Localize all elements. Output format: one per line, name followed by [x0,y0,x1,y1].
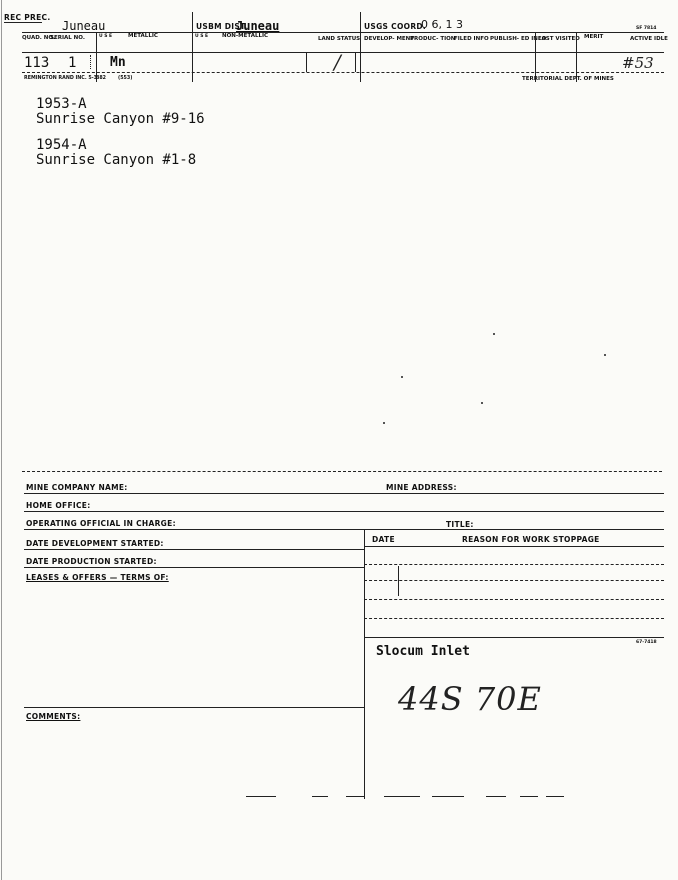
row-serial: 1 [68,55,77,71]
date-production-label: DATE PRODUCTION STARTED: [26,557,157,566]
row-land-status-mark: / [334,50,341,74]
handwritten-code: 44S 70E [398,680,542,718]
col-development: DEVELOP- MENT [364,36,415,42]
rule-date-header [364,546,664,547]
col-metallic: METALLIC [128,33,158,39]
stoppage-tick [398,566,399,596]
lower-form-top-rule [22,471,662,472]
scan-speck [481,402,483,404]
bottom-dash [546,796,564,797]
printer-code: 882 [96,76,107,81]
mine-address-label: MINE ADDRESS: [386,483,457,492]
bottom-dash [432,796,464,797]
row-metallic: Mn [110,55,126,70]
col-published-info: PUBLISH- ED INFO [490,36,547,42]
work-stoppage-label: REASON FOR WORK STOPPAGE [462,535,600,544]
bottom-dash [384,796,420,797]
bottom-dash [520,796,538,797]
bottom-dash [346,796,364,797]
col-divider-1 [96,32,97,82]
rule-company [24,493,664,494]
bottom-dash [486,796,506,797]
header-mid-rule [22,52,664,53]
stoppage-row-1 [364,564,664,565]
col-quad-no: QUAD. NO. [22,35,56,41]
usbm-dist-value: Juneau [236,19,280,33]
rule-official [24,529,664,530]
col-last-visited: LAST VISITED [538,36,580,42]
stoppage-row-5 [364,637,664,638]
col-serial-no: SERIAL NO. [50,35,85,41]
scan-speck [383,422,385,424]
scan-edge [1,0,2,880]
title-label: TITLE: [446,520,474,529]
col-active-idle: ACTIVE IDLE [630,36,668,42]
bottom-dash [312,796,328,797]
row-divider [306,52,307,72]
usgs-coord-label: USGS COORD. [364,22,427,31]
col-divider-3 [576,32,577,82]
usbm-dist-label: USBM DIST. [196,22,248,31]
row-bottom-rule [22,72,664,73]
usgs-coord-value: 0 6, 1 3 [421,18,463,31]
col-filed-info: FILED INFO [454,36,489,42]
leases-offers-label: LEASES & OFFERS — TERMS OF: [26,573,169,582]
header-top-rule [22,32,664,33]
scan-speck [401,376,403,378]
dept-name: TERRITORIAL DEPT. OF MINES [522,76,614,82]
col-merit: MERIT [584,34,604,40]
form-code-small: 67-7418 [636,640,657,645]
note-2-year: 1954-A [36,137,87,153]
stoppage-row-3 [364,599,664,600]
col-use-metallic: U S E [99,34,113,39]
col-land-status: LAND STATUS [318,36,361,42]
mine-company-name-label: MINE COMPANY NAME: [26,483,128,492]
printer-imprint: REMINGTON RAND INC. 5-3 [24,76,97,81]
note-2-text: Sunrise Canyon #1-8 [36,152,197,168]
printer-paren: (553) [118,76,133,81]
form-number: SF 7814 [636,26,657,31]
location-text: Slocum Inlet [376,644,470,659]
row-tick [90,55,91,69]
row-divider-2 [355,52,356,72]
row-active-idle-mark: #53 [622,54,654,72]
rule-dev-started [24,549,364,550]
col-divider-2 [535,32,536,82]
operating-official-label: OPERATING OFFICIAL IN CHARGE: [26,519,176,528]
bottom-dash [246,796,276,797]
district-value: Juneau [62,19,106,33]
comments-label: COMMENTS: [26,712,81,721]
stoppage-row-4 [364,618,664,619]
stoppage-row-2 [364,580,664,581]
rec-prec-label: REC PREC. [4,13,51,22]
note-1-year: 1953-A [36,96,87,112]
scan-speck [493,333,495,335]
rule-home-office [24,511,664,512]
lower-form-divider [364,529,365,799]
col-production: PRODUC- TION [410,36,456,42]
row-quad: 113 [24,55,50,71]
date-label: DATE [372,535,395,544]
date-development-label: DATE DEVELOPMENT STARTED: [26,539,164,548]
rule-comments-top [24,707,364,708]
rule-prod-started [24,567,364,568]
rec-prec-underline [4,22,42,23]
note-1-text: Sunrise Canyon #9-16 [36,111,205,127]
home-office-label: HOME OFFICE: [26,501,91,510]
col-use-nonmetallic: U S E [195,34,209,39]
col-non-metallic: NON-METALLIC [222,33,269,39]
scan-speck [604,354,606,356]
